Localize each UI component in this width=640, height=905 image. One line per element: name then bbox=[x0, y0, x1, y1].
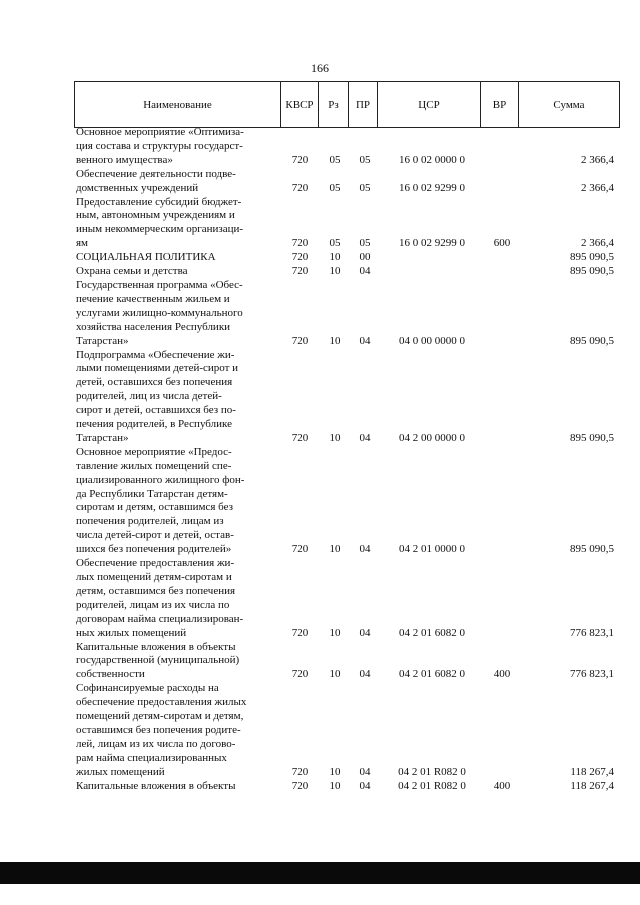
row-name-line: Подпрограмма «Обеспечение жи- bbox=[76, 348, 235, 361]
row-name-line: печения родителей, в Республике bbox=[76, 418, 232, 431]
cell-csr: 04 2 00 0000 0 bbox=[399, 431, 465, 444]
cell-pr: 05 bbox=[359, 181, 371, 194]
header-vr: ВР bbox=[481, 82, 519, 127]
budget-table bbox=[76, 126, 616, 794]
cell-rz: 10 bbox=[329, 626, 341, 639]
cell-pr: 04 bbox=[359, 334, 371, 347]
cell-pr: 04 bbox=[359, 265, 371, 278]
page-number: 166 bbox=[311, 61, 329, 75]
row-name bbox=[76, 251, 280, 265]
cell-csr: 04 2 01 6082 0 bbox=[399, 668, 465, 681]
cell-sum: 2 366,4 bbox=[581, 153, 614, 166]
cell-sum: 118 267,4 bbox=[570, 779, 614, 792]
cell-rz: 10 bbox=[329, 543, 341, 556]
row-name bbox=[76, 279, 280, 349]
scan-edge-band bbox=[0, 862, 640, 884]
row-name-line: Капитальные вложения в объекты bbox=[76, 779, 236, 792]
row-name-line: рам найма специализированных bbox=[76, 751, 227, 764]
row-name bbox=[76, 780, 280, 794]
cell-sum: 895 090,5 bbox=[570, 251, 614, 264]
header-kvsr: КВСР bbox=[281, 82, 319, 127]
row-name bbox=[76, 196, 280, 252]
row-name-line: сирот и детей, оставшихся без по- bbox=[76, 404, 236, 417]
cell-sum: 895 090,5 bbox=[570, 543, 614, 556]
row-name-line: Основное мероприятие «Предос- bbox=[76, 445, 232, 458]
row-name-line: услугами жилищно-коммунального bbox=[76, 306, 243, 319]
row-name-line: печение качественным жильем и bbox=[76, 292, 230, 305]
cell-kvsr: 720 bbox=[291, 251, 309, 264]
table-row bbox=[76, 557, 616, 640]
row-name-line: СОЦИАЛЬНАЯ ПОЛИТИКА bbox=[76, 251, 216, 264]
row-name-line: попечения родителей, лицам из bbox=[76, 515, 224, 528]
table-row bbox=[76, 641, 616, 683]
cell-sum: 2 366,4 bbox=[581, 237, 614, 250]
row-name-line: ям bbox=[76, 237, 89, 250]
cell-pr: 05 bbox=[359, 237, 371, 250]
row-name-line: лых помещений детям-сиротам и bbox=[76, 571, 232, 583]
table-header bbox=[74, 81, 620, 128]
cell-rz: 10 bbox=[329, 265, 341, 278]
cell-kvsr: 720 bbox=[291, 153, 309, 166]
row-name-line: лей, лицам из их числа по догово- bbox=[76, 737, 236, 750]
row-name bbox=[76, 168, 280, 196]
cell-rz: 05 bbox=[329, 153, 341, 166]
row-name bbox=[76, 349, 280, 446]
cell-pr: 04 bbox=[359, 668, 371, 681]
row-name-line: тавление жилых помещений спе- bbox=[76, 459, 232, 472]
cell-sum: 776 823,1 bbox=[570, 626, 614, 639]
row-name-line: Татарстан» bbox=[76, 334, 129, 347]
cell-rz: 10 bbox=[329, 668, 341, 681]
row-name-line: собственности bbox=[76, 668, 145, 681]
row-name-line: родителей, лицам из их числа по bbox=[76, 598, 230, 611]
row-name-line: хозяйства населения Республики bbox=[76, 320, 231, 333]
row-name-line: Капитальные вложения в объекты bbox=[76, 640, 236, 653]
row-name-line: иным некоммерческим организаци- bbox=[76, 223, 244, 236]
cell-csr: 16 0 02 9299 0 bbox=[399, 181, 465, 194]
cell-sum: 895 090,5 bbox=[570, 334, 614, 347]
table-row bbox=[76, 251, 616, 265]
cell-csr: 16 0 02 9299 0 bbox=[399, 237, 465, 250]
row-name-line: циализированного жилищного фон- bbox=[76, 473, 245, 486]
row-name-line: Татарстан» bbox=[76, 431, 129, 444]
row-name-line: ция состава и структуры государст- bbox=[76, 139, 243, 152]
cell-sum: 2 366,4 bbox=[581, 181, 614, 194]
row-name-line: сиротам и детям, оставшимся без bbox=[76, 501, 233, 514]
cell-pr: 00 bbox=[359, 251, 371, 264]
row-name-line: венного имущества» bbox=[76, 153, 173, 166]
row-name-line: Предоставление субсидий бюджет- bbox=[76, 195, 242, 208]
row-name-line: да Республики Татарстан детям- bbox=[76, 487, 228, 500]
cell-kvsr: 720 bbox=[291, 543, 309, 556]
cell-rz: 05 bbox=[329, 181, 341, 194]
cell-kvsr: 720 bbox=[291, 265, 309, 278]
row-name-line: договорам найма специализирован- bbox=[76, 612, 244, 625]
header-sum: Сумма bbox=[553, 98, 585, 111]
cell-rz: 10 bbox=[329, 779, 341, 792]
cell-sum: 118 267,4 bbox=[570, 765, 614, 778]
cell-kvsr: 720 bbox=[291, 626, 309, 639]
cell-pr: 04 bbox=[359, 765, 371, 778]
cell-rz: 10 bbox=[329, 334, 341, 347]
row-name-line: родителей, лиц из числа детей- bbox=[76, 390, 222, 403]
row-name bbox=[76, 682, 280, 779]
row-name bbox=[76, 126, 280, 168]
header-rz: Рз bbox=[319, 82, 349, 127]
table-row bbox=[76, 682, 616, 779]
row-name-line: числа детей-сирот и детей, остав- bbox=[76, 529, 234, 542]
table-row bbox=[76, 265, 616, 279]
row-name-line: лыми помещениями детей-сирот и bbox=[76, 362, 239, 375]
row-name-line: Обеспечение деятельности подве- bbox=[76, 167, 236, 180]
cell-rz: 10 bbox=[329, 765, 341, 778]
row-name-line: Основное мероприятие «Оптимиза- bbox=[76, 126, 244, 138]
cell-vr: 400 bbox=[493, 779, 511, 792]
table-row bbox=[76, 279, 616, 349]
table-row bbox=[76, 168, 616, 196]
cell-kvsr: 720 bbox=[291, 237, 309, 250]
row-name-line: ных жилых помещений bbox=[76, 626, 187, 639]
cell-sum: 895 090,5 bbox=[570, 265, 614, 278]
row-name bbox=[76, 446, 280, 557]
cell-kvsr: 720 bbox=[291, 181, 309, 194]
row-name-line: оставшимся без попечения родите- bbox=[76, 723, 241, 736]
table-row bbox=[76, 196, 616, 252]
cell-kvsr: 720 bbox=[291, 334, 309, 347]
table-row bbox=[76, 446, 616, 557]
row-name-line: помещений детям-сиротам и детям, bbox=[76, 710, 244, 723]
cell-rz: 05 bbox=[329, 237, 341, 250]
header-csr: ЦСР bbox=[378, 82, 481, 127]
header-pr: ПР bbox=[349, 82, 378, 127]
row-name-line: обеспечение предоставления жилых bbox=[76, 696, 247, 709]
cell-rz: 10 bbox=[329, 251, 341, 264]
cell-csr: 16 0 02 0000 0 bbox=[399, 153, 465, 166]
cell-kvsr: 720 bbox=[291, 765, 309, 778]
cell-csr: 04 2 01 0000 0 bbox=[399, 543, 465, 556]
cell-pr: 04 bbox=[359, 626, 371, 639]
row-name-line: детей, оставшихся без попечения bbox=[76, 376, 233, 389]
cell-csr: 04 0 00 0000 0 bbox=[399, 334, 465, 347]
cell-kvsr: 720 bbox=[291, 668, 309, 681]
cell-vr: 400 bbox=[493, 668, 511, 681]
cell-pr: 04 bbox=[359, 543, 371, 556]
row-name-line: Софинансируемые расходы на bbox=[76, 682, 219, 695]
cell-csr: 04 2 01 R082 0 bbox=[398, 765, 466, 778]
row-name-line: детям, оставшимся без попечения bbox=[76, 584, 236, 597]
row-name-line: Охрана семьи и детства bbox=[76, 265, 188, 278]
row-name-line: Государственная программа «Обес- bbox=[76, 278, 243, 291]
table-row bbox=[76, 349, 616, 446]
header-name: Наименование bbox=[75, 82, 281, 127]
row-name-line: Обеспечение предоставления жи- bbox=[76, 557, 235, 570]
cell-kvsr: 720 bbox=[291, 779, 309, 792]
table-row bbox=[76, 126, 616, 168]
table-row bbox=[76, 780, 616, 794]
cell-csr: 04 2 01 R082 0 bbox=[398, 779, 466, 792]
cell-rz: 10 bbox=[329, 431, 341, 444]
row-name-line: государственной (муниципальной) bbox=[76, 654, 240, 667]
cell-csr: 04 2 01 6082 0 bbox=[399, 626, 465, 639]
row-name bbox=[76, 557, 280, 640]
cell-pr: 04 bbox=[359, 779, 371, 792]
cell-sum: 895 090,5 bbox=[570, 431, 614, 444]
cell-vr: 600 bbox=[493, 237, 511, 250]
cell-sum: 776 823,1 bbox=[570, 668, 614, 681]
cell-pr: 04 bbox=[359, 431, 371, 444]
row-name-line: жилых помещений bbox=[76, 765, 165, 778]
cell-pr: 05 bbox=[359, 153, 371, 166]
cell-kvsr: 720 bbox=[291, 431, 309, 444]
row-name bbox=[76, 641, 280, 683]
row-name-line: ным, автономным учреждениям и bbox=[76, 209, 235, 222]
row-name bbox=[76, 265, 280, 279]
row-name-line: шихся без попечения родителей» bbox=[76, 543, 232, 556]
row-name-line: домственных учреждений bbox=[76, 181, 199, 194]
